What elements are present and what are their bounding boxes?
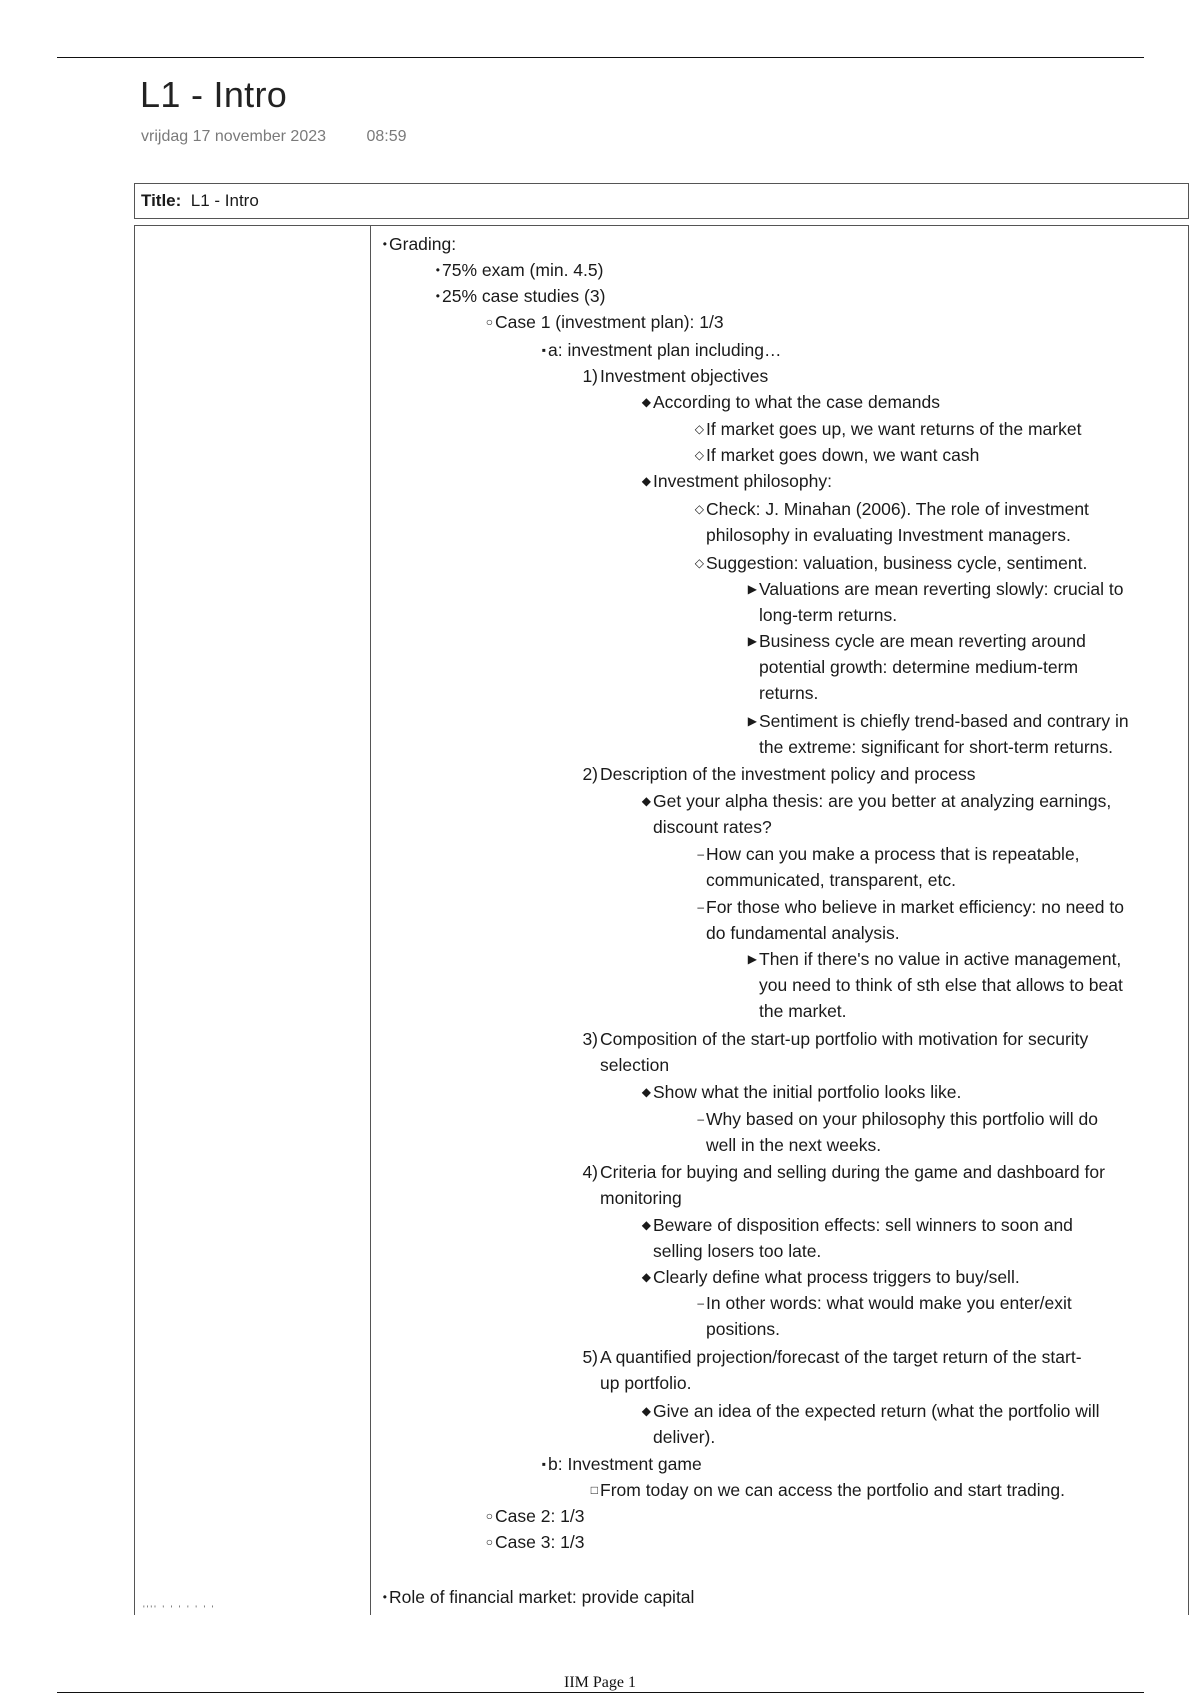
- outline-item: 2) Description of the investment policy and process: [582, 764, 976, 784]
- outline-item: – In other words: what would make you enter/exit positions.: [697, 1293, 1072, 1339]
- outline-item: ◆ Investment philosophy:: [641, 471, 832, 491]
- title-row: Title: L1 - Intro: [134, 183, 1189, 219]
- bottom-rule: [57, 1692, 1144, 1693]
- page-time: 08:59: [366, 128, 407, 145]
- outline-item: • 75% exam (min. 4.5): [435, 260, 604, 280]
- outline-item: ◇ Check: J. Minahan (2006). The role of investment philosophy in evaluating Investment managers.: [694, 499, 1089, 545]
- outline-item: • 25% case studies (3): [435, 286, 606, 306]
- title-label: Title: [141, 191, 176, 210]
- outline-item: ○ Case 1 (investment plan): 1/3: [485, 312, 724, 332]
- outline-item: ◇ If market goes down, we want cash: [694, 445, 980, 465]
- outline-item: ▶ Business cycle are mean reverting around potential growth: determine medium-term returns.: [747, 631, 1086, 703]
- outline-item: ◇ If market goes up, we want returns of the market: [694, 419, 1082, 439]
- outline-item: – Why based on your philosophy this portfolio will do well in the next weeks.: [697, 1109, 1099, 1155]
- top-rule: [57, 57, 1144, 58]
- title-value: L1 - Intro: [190, 191, 259, 210]
- outline-item: ◆ According to what the case demands: [641, 392, 940, 412]
- page-footer: IIM Page 1: [564, 1674, 636, 1691]
- left-column-cut-text: '''' ' ' ' ' ' ' ': [143, 1604, 216, 1614]
- page-date: vrijdag 17 november 2023: [141, 128, 327, 145]
- outline-item: – How can you make a process that is repeatable, communicated, transparent, etc.: [697, 844, 1080, 890]
- outline-item: ◆ Show what the initial portfolio looks like.: [641, 1082, 962, 1102]
- outline-item: ◆ Get your alpha thesis: are you better at analyzing earnings, discount rates?: [641, 791, 1112, 837]
- notes-table: [134, 225, 1189, 1615]
- outline-item: □ From today on we can access the portfolio and start trading.: [590, 1480, 1065, 1500]
- outline-item: ◆ Give an idea of the expected return (what the portfolio will deliver).: [641, 1401, 1100, 1447]
- outline-item: ○ Case 3: 1/3: [485, 1532, 585, 1552]
- outline-item: 1) Investment objectives: [582, 366, 769, 386]
- outline-item: • Grading:: [382, 234, 457, 254]
- outline-item: 4) Criteria for buying and selling during the game and dashboard for monitoring: [582, 1162, 1105, 1208]
- page-title: L1 - Intro: [140, 74, 288, 115]
- outline-item: ▶ Sentiment is chiefly trend-based and contrary in the extreme: significant for short-term returns.: [747, 711, 1129, 757]
- outline-item: ▶ Valuations are mean reverting slowly: crucial to long-term returns.: [747, 579, 1124, 625]
- outline-item: ◇ Suggestion: valuation, business cycle, sentiment.: [694, 553, 1088, 573]
- outline-item: 3) Composition of the start-up portfolio with motivation for security selection: [582, 1029, 1089, 1075]
- column-divider: [370, 226, 371, 1615]
- page-meta: [141, 128, 407, 146]
- outline-item: ◆ Clearly define what process triggers to buy/sell.: [641, 1267, 1020, 1287]
- outline-item: ▶ Then if there's no value in active management, you need to think of sth else that allows to beat the market.: [747, 949, 1123, 1021]
- outline-item: 5) A quantified projection/forecast of the target return of the start- up portfolio.: [582, 1347, 1082, 1393]
- outline-item: • Role of financial market: provide capital: [382, 1587, 695, 1607]
- outline-item: ○ Case 2: 1/3: [485, 1506, 585, 1526]
- outline-item: ▪ a: investment plan including…: [541, 340, 782, 360]
- outline-item: ▪ b: Investment game: [541, 1454, 702, 1474]
- outline-item: ◆ Beware of disposition effects: sell winners to soon and selling losers too late.: [641, 1215, 1073, 1261]
- outline-item: – For those who believe in market efficiency: no need to do fundamental analysis.: [697, 897, 1124, 943]
